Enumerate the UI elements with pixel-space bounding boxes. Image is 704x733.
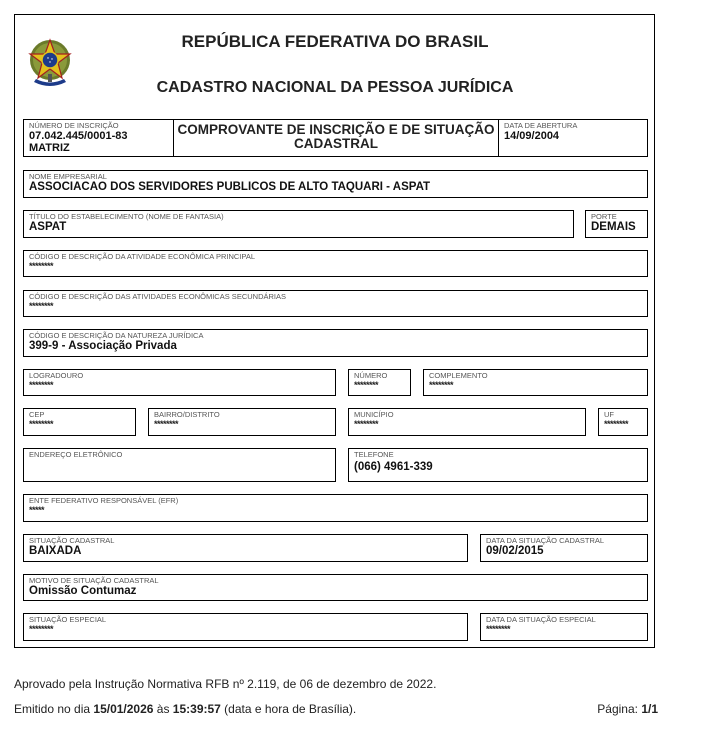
municipio-value: ******** xyxy=(354,419,379,429)
situacao-especial-label: SITUAÇÃO ESPECIAL xyxy=(29,615,107,624)
inscricao-value: 07.042.445/0001-83 xyxy=(29,130,128,142)
abertura-label: DATA DE ABERTURA xyxy=(504,121,578,130)
comprovante-title: COMPROVANTE DE INSCRIÇÃO E DE SITUAÇÃO CADASTRAL xyxy=(173,119,499,157)
numero-value: ******** xyxy=(354,380,379,390)
emitido-suffix: (data e hora de Brasília). xyxy=(220,702,357,716)
page-value: 1/1 xyxy=(641,702,658,716)
page-indicator xyxy=(597,702,658,716)
atividade-principal-value: ******** xyxy=(29,261,54,271)
atividade-principal-box xyxy=(23,250,648,277)
municipio-label: MUNICÍPIO xyxy=(354,410,394,419)
brazil-coat-of-arms-icon xyxy=(26,38,74,90)
email-label: ENDEREÇO ELETRÔNICO xyxy=(29,450,123,459)
atividade-principal-label: CÓDIGO E DESCRIÇÃO DA ATIVIDADE ECONÔMICA PRINCIPAL xyxy=(29,252,256,261)
emitido-mid: às xyxy=(153,702,173,716)
complemento-label: COMPLEMENTO xyxy=(429,371,488,380)
emitido-date: 15/01/2026 xyxy=(93,702,154,716)
natureza-juridica-value: 399-9 - Associação Privada xyxy=(29,340,177,352)
telefone-value: (066) 4961-339 xyxy=(354,461,433,473)
inscricao-tipo: MATRIZ xyxy=(29,142,70,154)
abertura-box xyxy=(498,119,648,157)
atividades-secundarias-label: CÓDIGO E DESCRIÇÃO DAS ATIVIDADES ECONÔMICAS SECUNDÁRIAS xyxy=(29,292,286,301)
data-especial-value: ******** xyxy=(486,624,511,634)
header-subtitle: CADASTRO NACIONAL DA PESSOA JURÍDICA xyxy=(156,79,514,96)
cep-box xyxy=(23,408,136,436)
uf-value: ******** xyxy=(604,419,629,429)
header-title: REPÚBLICA FEDERATIVA DO BRASIL xyxy=(181,32,489,51)
email-box xyxy=(23,448,336,482)
nome-empresarial-box xyxy=(23,170,648,198)
inscricao-box xyxy=(23,119,174,157)
situacao-box xyxy=(23,534,468,562)
efr-label: ENTE FEDERATIVO RESPONSÁVEL (EFR) xyxy=(29,496,179,505)
nome-empresarial-value: ASSOCIACAO DOS SERVIDORES PUBLICOS DE ALTO TAQUARI - ASPAT xyxy=(29,181,431,193)
titulo-label: TÍTULO DO ESTABELECIMENTO (NOME DE FANTASIA) xyxy=(29,212,224,221)
efr-box xyxy=(23,494,648,522)
bairro-box xyxy=(148,408,336,436)
uf-label: UF xyxy=(604,410,614,419)
cep-label: CEP xyxy=(29,410,45,419)
atividades-secundarias-value: ******** xyxy=(29,301,54,311)
logradouro-label: LOGRADOURO xyxy=(29,371,84,380)
complemento-value: ******** xyxy=(429,380,454,390)
situacao-label: SITUAÇÃO CADASTRAL xyxy=(29,536,115,545)
uf-box xyxy=(598,408,648,436)
numero-box xyxy=(348,369,411,396)
page-label: Página: xyxy=(597,702,642,716)
inscricao-label: NÚMERO DE INSCRIÇÃO xyxy=(29,121,119,130)
emitido-prefix: Emitido no dia xyxy=(14,702,94,716)
footer-aprovado: Aprovado pela Instrução Normativa RFB nº 2.119, de 06 de dezembro de 2022. xyxy=(14,677,437,691)
data-situacao-value: 09/02/2015 xyxy=(486,545,544,557)
logradouro-value: ******** xyxy=(29,380,54,390)
atividades-secundarias-box xyxy=(23,290,648,317)
situacao-value: BAIXADA xyxy=(29,545,82,557)
titulo-box xyxy=(23,210,574,238)
porte-value: DEMAIS xyxy=(591,221,636,233)
abertura-value: 14/09/2004 xyxy=(504,130,560,142)
telefone-label: TELEFONE xyxy=(354,450,394,459)
porte-label: PORTE xyxy=(591,212,617,221)
titulo-value: ASPAT xyxy=(29,221,67,233)
data-situacao-label: DATA DA SITUAÇÃO CADASTRAL xyxy=(486,536,605,545)
telefone-box xyxy=(348,448,648,482)
natureza-juridica-box xyxy=(23,329,648,357)
motivo-label: MOTIVO DE SITUAÇÃO CADASTRAL xyxy=(29,576,159,585)
bairro-value: ******** xyxy=(154,419,179,429)
motivo-value: Omissão Contumaz xyxy=(29,585,137,597)
bairro-label: BAIRRO/DISTRITO xyxy=(154,410,220,419)
emitido-time: 15:39:57 xyxy=(172,702,221,716)
porte-box xyxy=(585,210,648,238)
data-especial-box xyxy=(480,613,648,641)
numero-label: NÚMERO xyxy=(354,371,388,380)
situacao-especial-box xyxy=(23,613,468,641)
natureza-juridica-label: CÓDIGO E DESCRIÇÃO DA NATUREZA JURÍDICA xyxy=(29,331,204,340)
footer-emitido xyxy=(14,702,356,716)
efr-value: ***** xyxy=(29,505,45,515)
data-especial-label: DATA DA SITUAÇÃO ESPECIAL xyxy=(486,615,596,624)
municipio-box xyxy=(348,408,586,436)
complemento-box xyxy=(423,369,648,396)
logradouro-box xyxy=(23,369,336,396)
situacao-especial-value: ******** xyxy=(29,624,54,634)
motivo-box xyxy=(23,574,648,601)
data-situacao-box xyxy=(480,534,648,562)
cep-value: ******** xyxy=(29,419,54,429)
nome-empresarial-label: NOME EMPRESARIAL xyxy=(29,172,107,181)
